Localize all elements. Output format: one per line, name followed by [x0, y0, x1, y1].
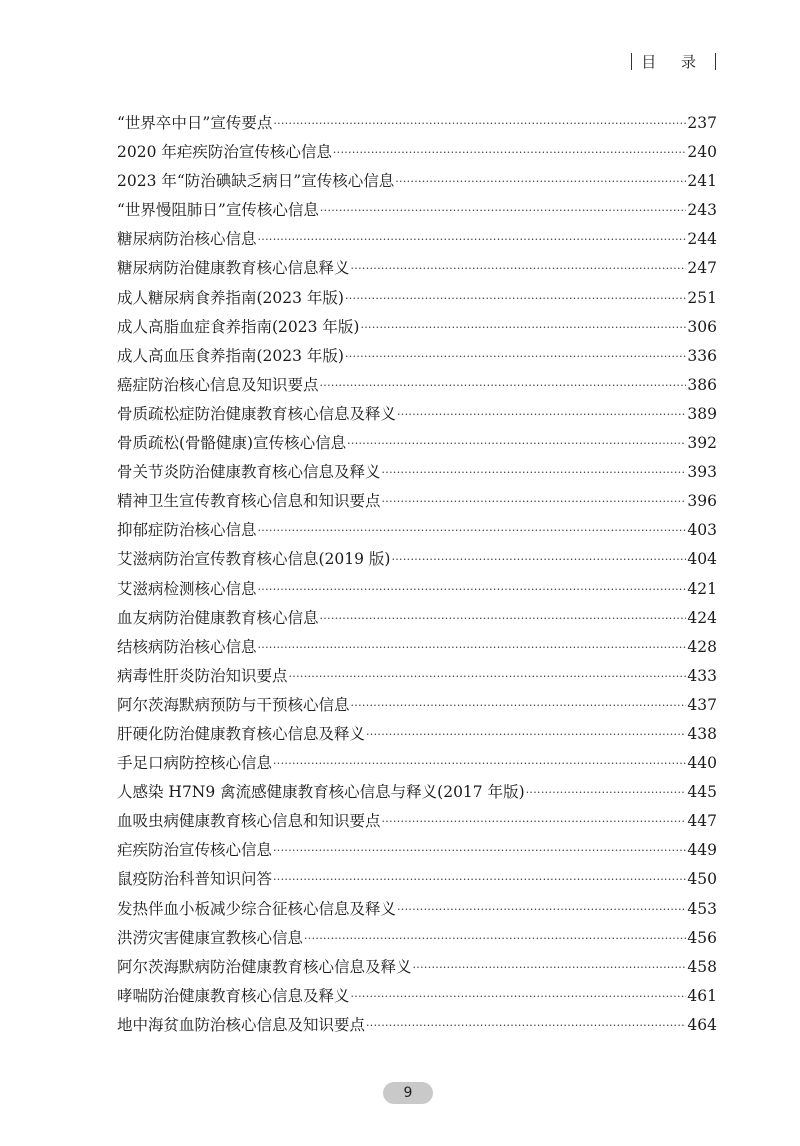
toc-entry[interactable]	[117, 196, 717, 225]
toc-entry[interactable]	[117, 865, 717, 894]
dot-leader	[366, 720, 686, 749]
dot-leader	[258, 225, 687, 254]
toc-entry[interactable]	[117, 633, 717, 662]
dot-leader	[382, 487, 687, 516]
toc-entry-page: 389	[687, 404, 717, 423]
toc-entry-title: 成人高血压食养指南(2023 年版)	[117, 346, 344, 365]
toc-entry-page: 247	[687, 259, 717, 278]
toc-entry-page: 461	[687, 986, 717, 1005]
toc-entry-page: 447	[687, 812, 717, 831]
toc-entry-page: 433	[687, 666, 717, 685]
toc-entry-page: 438	[687, 724, 717, 743]
toc-entry[interactable]	[117, 284, 717, 313]
toc-entry-title: 发热伴血小板减少综合征核心信息及释义	[117, 899, 397, 918]
toc-entry-page: 440	[687, 754, 717, 773]
dot-leader	[258, 575, 687, 604]
toc-entry-title: 血友病防治健康教育核心信息	[117, 608, 319, 627]
toc-entry[interactable]	[117, 545, 717, 574]
dot-leader	[273, 109, 686, 138]
toc-entry-title: 手足口病防控核心信息	[117, 754, 273, 773]
toc-entry[interactable]	[117, 575, 717, 604]
toc-entry[interactable]	[117, 458, 717, 487]
toc-entry-title: 成人高脂血症食养指南(2023 年版)	[117, 317, 360, 336]
toc-entry-title: 糖尿病防治健康教育核心信息释义	[117, 259, 350, 278]
toc-entry[interactable]	[117, 1011, 717, 1040]
toc-entry[interactable]	[117, 749, 717, 778]
toc-entry-title: 成人糖尿病食养指南(2023 年版)	[117, 288, 344, 307]
toc-entry-title: 疟疾防治宣传核心信息	[117, 841, 273, 860]
toc-entry[interactable]	[117, 662, 717, 691]
toc-entry[interactable]	[117, 400, 717, 429]
toc-entry-page: 449	[687, 841, 717, 860]
toc-entry-title: 艾滋病防治宣传教育核心信息(2019 版)	[117, 550, 391, 569]
toc-entry[interactable]	[117, 836, 717, 865]
dot-leader	[320, 371, 687, 400]
dot-leader	[413, 953, 687, 982]
toc-entry[interactable]	[117, 604, 717, 633]
header-title: 目 录	[641, 52, 706, 71]
toc-entry[interactable]	[117, 924, 717, 953]
toc-entry-page: 456	[687, 928, 717, 947]
toc-entry[interactable]	[117, 342, 717, 371]
toc-entry-page: 464	[687, 1015, 717, 1034]
toc-entry-page: 243	[687, 201, 717, 220]
toc-entry-title: 洪涝灾害健康宣教核心信息	[117, 928, 304, 947]
toc-entry[interactable]	[117, 487, 717, 516]
toc-entry-page: 241	[687, 172, 717, 191]
toc-entry-title: 人感染 H7N9 禽流感健康教育核心信息与释义(2017 年版)	[117, 783, 525, 802]
toc-entry-page: 306	[687, 317, 717, 336]
dot-leader	[345, 342, 686, 371]
toc-entry-title: 癌症防治核心信息及知识要点	[117, 375, 319, 394]
toc-entry-title: 骨关节炎防治健康教育核心信息及释义	[117, 463, 381, 482]
table-of-contents	[117, 109, 717, 1040]
toc-entry-title: “世界卒中日”宣传要点	[117, 114, 273, 132]
page-number: 9	[383, 1082, 433, 1104]
dot-leader	[395, 167, 686, 196]
toc-entry-page: 240	[687, 143, 717, 162]
toc-entry-title: 阿尔茨海默病预防与干预核心信息	[117, 695, 350, 714]
toc-entry-title: “世界慢阻肺日”宣传核心信息	[117, 201, 319, 220]
dot-leader	[351, 691, 687, 720]
toc-entry[interactable]	[117, 720, 717, 749]
dot-leader	[320, 604, 687, 633]
toc-entry-page: 237	[687, 114, 717, 132]
toc-entry-page: 396	[687, 492, 717, 511]
toc-entry[interactable]	[117, 371, 717, 400]
toc-entry-page: 428	[687, 637, 717, 656]
toc-entry-page: 453	[687, 899, 717, 918]
toc-entry-page: 421	[687, 579, 717, 598]
toc-entry-page: 445	[687, 783, 717, 802]
toc-entry-title: 肝硬化防治健康教育核心信息及释义	[117, 724, 366, 743]
toc-entry[interactable]	[117, 254, 717, 283]
dot-leader	[397, 895, 686, 924]
toc-entry[interactable]	[117, 953, 717, 982]
dot-leader	[258, 516, 687, 545]
toc-entry-title: 地中海贫血防治核心信息及知识要点	[117, 1015, 366, 1034]
toc-entry-title: 2020 年疟疾防治宣传核心信息	[117, 143, 332, 162]
toc-entry-page: 251	[687, 288, 717, 307]
dot-leader	[397, 400, 686, 429]
toc-entry-title: 骨质疏松症防治健康教育核心信息及释义	[117, 404, 397, 423]
toc-entry-title: 抑郁症防治核心信息	[117, 521, 257, 540]
toc-entry-title: 哮喘防治健康教育核心信息及释义	[117, 986, 350, 1005]
toc-entry[interactable]	[117, 313, 717, 342]
toc-entry[interactable]	[117, 225, 717, 254]
dot-leader	[273, 836, 686, 865]
toc-entry[interactable]	[117, 691, 717, 720]
toc-entry-title: 病毒性肝炎防治知识要点	[117, 666, 288, 685]
running-header	[631, 50, 716, 72]
toc-entry-title: 血吸虫病健康教育核心信息和知识要点	[117, 812, 381, 831]
dot-leader	[289, 662, 687, 691]
toc-entry[interactable]	[117, 982, 717, 1011]
dot-leader	[345, 284, 686, 313]
toc-entry-title: 骨质疏松(骨骼健康)宣传核心信息	[117, 434, 347, 453]
dot-leader	[360, 313, 686, 342]
toc-entry-page: 450	[687, 870, 717, 889]
dot-leader	[333, 138, 687, 167]
toc-entry-page: 437	[687, 695, 717, 714]
header-right-rule	[715, 53, 716, 70]
dot-leader	[351, 254, 687, 283]
dot-leader	[391, 545, 686, 574]
dot-leader	[382, 807, 687, 836]
toc-entry[interactable]	[117, 109, 717, 138]
toc-entry-title: 精神卫生宣传教育核心信息和知识要点	[117, 492, 381, 511]
dot-leader	[273, 865, 686, 894]
dot-leader	[347, 429, 686, 458]
toc-entry-title: 结核病防治核心信息	[117, 637, 257, 656]
toc-entry-title: 糖尿病防治核心信息	[117, 230, 257, 249]
toc-entry-page: 386	[687, 375, 717, 394]
toc-entry[interactable]	[117, 895, 717, 924]
dot-leader	[258, 633, 687, 662]
dot-leader	[382, 458, 687, 487]
toc-entry[interactable]	[117, 167, 717, 196]
dot-leader	[526, 778, 687, 807]
toc-entry-title: 阿尔茨海默病防治健康教育核心信息及释义	[117, 957, 412, 976]
dot-leader	[320, 196, 687, 225]
dot-leader	[366, 1011, 686, 1040]
toc-entry[interactable]	[117, 807, 717, 836]
toc-entry-page: 404	[687, 550, 717, 569]
toc-entry[interactable]	[117, 429, 717, 458]
toc-entry-page: 336	[687, 346, 717, 365]
dot-leader	[351, 982, 687, 1011]
toc-entry-page: 393	[687, 463, 717, 482]
toc-entry-page: 403	[687, 521, 717, 540]
toc-entry[interactable]	[117, 778, 717, 807]
toc-entry-page: 392	[687, 434, 717, 453]
toc-entry-page: 244	[687, 230, 717, 249]
toc-entry-title: 鼠疫防治科普知识问答	[117, 870, 273, 889]
toc-entry[interactable]	[117, 516, 717, 545]
toc-entry-page: 424	[687, 608, 717, 627]
dot-leader	[273, 749, 686, 778]
toc-entry-title: 2023 年“防治碘缺乏病日”宣传核心信息	[117, 172, 395, 191]
toc-entry-page: 458	[687, 957, 717, 976]
toc-entry-title: 艾滋病检测核心信息	[117, 579, 257, 598]
dot-leader	[304, 924, 686, 953]
toc-entry[interactable]	[117, 138, 717, 167]
